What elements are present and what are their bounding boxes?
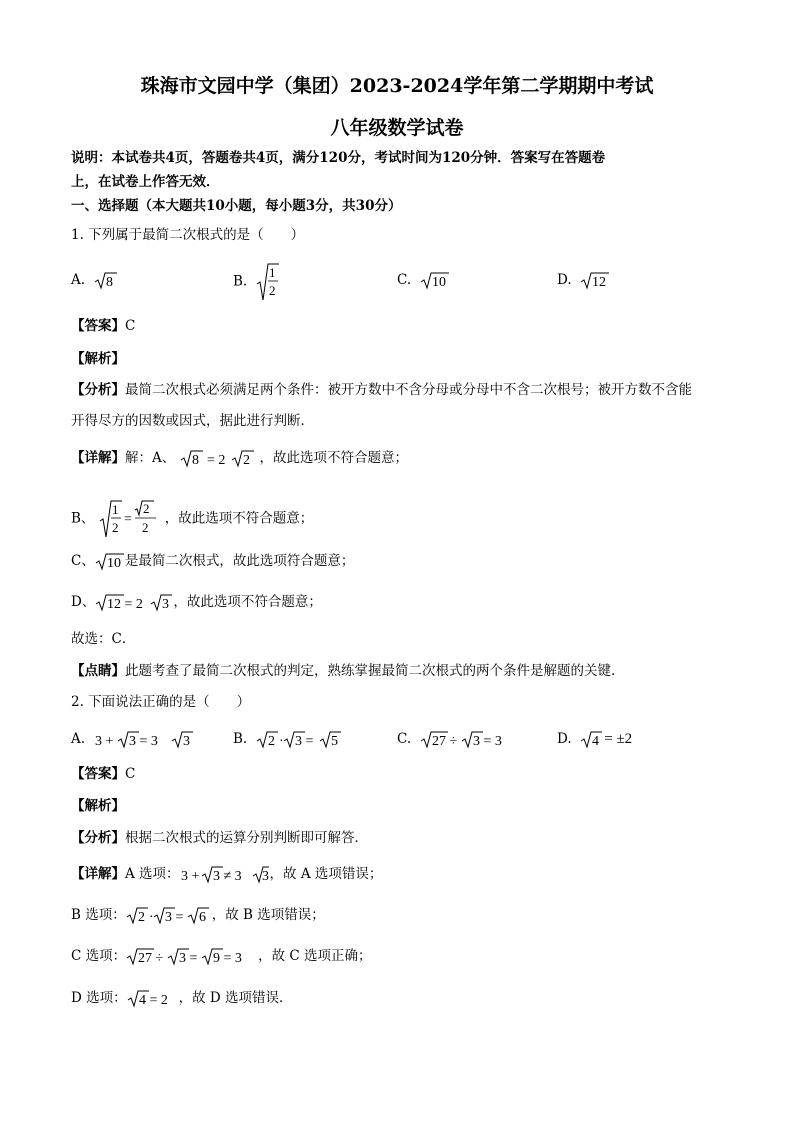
expr-sqrt2-sqrt3-eq-sqrt6 — [126, 906, 212, 926]
q1-option-b — [233, 262, 280, 302]
q1-detail-c: C、 10 是最简二次根式，故此选项符合题意； — [71, 553, 355, 571]
q1-analysis-tag: 【解析】 — [71, 351, 125, 367]
eq-sqrt12-eq-2sqrt3 — [95, 593, 173, 613]
svg-text:3 +: 3 + — [94, 733, 114, 749]
svg-text:2: 2 — [142, 501, 150, 516]
instructions-line-1: 说明：本试卷共4页，答题卷共4页，满分120分，考试时间为120分钟．答案写在答题卷 — [71, 150, 606, 166]
svg-text:6: 6 — [198, 909, 206, 925]
svg-text:3 +: 3 + — [180, 868, 199, 884]
svg-text:·: · — [148, 909, 154, 925]
q2-analysis-tag: 【解析】 — [71, 798, 125, 814]
section-heading: 一、选择题（本大题共10小题，每小题3分，共30分） — [71, 198, 402, 214]
q2-option-c: C. 27 ÷ 3 = 3 — [397, 729, 510, 750]
svg-text:3 ≠ 3: 3 ≠ 3 — [212, 868, 242, 884]
q2-detail-d: D 选项： 4 = 2 ，故 D 选项错误． — [71, 990, 293, 1008]
q1-choose: 故选：C． — [71, 631, 136, 647]
exam-title: 珠海市文园中学（集团）2023-2024学年第二学期期中考试 — [140, 75, 654, 97]
svg-text:9 = 3: 9 = 3 — [213, 950, 243, 966]
q1-fenxi-1: 【分析】最简二次根式必须满足两个条件：被开方数中不含分母或分母中不含二次根号；被开方数不含能 — [71, 382, 692, 398]
q1-option-a — [71, 270, 118, 291]
svg-text:1: 1 — [268, 265, 276, 280]
svg-text:3: 3 — [261, 868, 269, 884]
svg-text:8: 8 — [105, 274, 113, 290]
svg-text:2: 2 — [137, 909, 145, 925]
q2-answer: 【答案】C — [71, 766, 136, 782]
svg-text:= 2: = 2 — [206, 452, 225, 468]
question-1-stem: 1. 下列属于最简二次根式的是（ ） — [71, 227, 305, 243]
svg-text:3 = 3: 3 = 3 — [128, 733, 158, 749]
svg-text:12 = 2: 12 = 2 — [107, 596, 144, 612]
svg-text:12: 12 — [592, 274, 607, 290]
sqrt-4 — [580, 730, 604, 750]
svg-text:4: 4 — [592, 733, 600, 749]
sqrt-10-inline — [95, 552, 125, 572]
q2-detail-b: B 选项： 2 · 3 = 6 ，故 B 选项错误； — [71, 907, 325, 925]
expr-sqrt27-div-sqrt3-eq-3 — [420, 730, 510, 750]
svg-text:2: 2 — [268, 283, 276, 298]
svg-text:2: 2 — [242, 452, 250, 468]
q2-detail-a: 【详解】A 选项： 3 + 3 ≠ 3 3 ，故 A 选项错误； — [71, 866, 383, 884]
svg-text:2: 2 — [141, 520, 149, 535]
q2-fenxi: 【分析】根据二次根式的运算分别判断即可解答． — [71, 830, 368, 846]
q1-answer: 【答案】C — [71, 318, 136, 334]
svg-text:3: 3 — [162, 596, 170, 612]
expr-sqrt27-div-sqrt3-eq-sqrt9-eq-3 — [126, 947, 258, 967]
svg-text:3: 3 — [182, 733, 190, 749]
q1-detail-a: 【详解】解：A、 8 = 2 2 ，故此选项不符合题意； — [71, 450, 409, 468]
option-label: A. — [71, 272, 86, 288]
svg-text:27 ÷: 27 ÷ — [431, 733, 457, 749]
q1-option-d — [557, 270, 610, 291]
q2-option-a: A. 3 + 3 = 3 3 — [71, 729, 202, 750]
q2-detail-c: C 选项： 27 ÷ 3 = 9 = 3 ，故 C 选项正确； — [71, 948, 372, 966]
sqrt-8 — [94, 271, 118, 291]
q1-fenxi-2: 开得尽方的因数或因式，据此进行判断． — [71, 413, 314, 429]
expr-sqrt4-eq-2 — [127, 989, 179, 1009]
svg-text:2: 2 — [267, 733, 275, 749]
svg-text:10: 10 — [106, 555, 121, 571]
sqrt-one-half — [256, 262, 280, 302]
svg-text:=: = — [123, 512, 132, 527]
q1-detail-b: B、 1 2 = 2 2 ，故此选项不符合题意； — [71, 499, 313, 539]
svg-text:27 ÷: 27 ÷ — [138, 950, 164, 966]
q1-detail-d: D、 12 = 2 3 ，故此选项不符合题意； — [71, 594, 322, 612]
instructions-line-2: 上，在试卷上作答无效． — [71, 174, 220, 190]
eq-sqrt8-eq-2sqrt2 — [180, 449, 260, 469]
sqrt-12 — [580, 271, 610, 291]
q1-option-c — [397, 270, 450, 291]
expr-3-plus-sqrt3-eq-3sqrt3 — [94, 730, 202, 750]
eq-sqrt-half — [99, 499, 165, 539]
svg-text:10: 10 — [431, 274, 446, 290]
exam-subtitle: 八年级数学试卷 — [330, 117, 464, 139]
q1-dianjing: 【点睛】此题考查了最简二次根式的判定，熟练掌握最简二次根式的两个条件是解题的关键． — [71, 663, 625, 679]
question-2-stem: 2. 下面说法正确的是（ ） — [71, 694, 251, 710]
option-label: C. — [397, 272, 412, 288]
svg-text:3 = 3: 3 = 3 — [472, 733, 502, 749]
svg-text:·: · — [278, 733, 284, 749]
svg-text:1: 1 — [111, 502, 119, 517]
svg-text:5: 5 — [330, 733, 338, 749]
q2-option-d: D. 4 = ±2 — [557, 731, 633, 749]
expr-sqrt2-times-sqrt3-eq-sqrt5 — [256, 730, 348, 750]
svg-text:8: 8 — [191, 452, 199, 468]
expr-3-plus-sqrt3-neq-3sqrt3 — [180, 865, 270, 885]
sqrt-10 — [420, 271, 450, 291]
svg-text:4 = 2: 4 = 2 — [138, 992, 168, 1008]
option-label: D. — [557, 272, 572, 288]
option-label: B. — [233, 273, 248, 290]
svg-text:3 =: 3 = — [164, 909, 184, 925]
svg-text:3 =: 3 = — [294, 733, 314, 749]
q2-option-b: B. 2 · 3 = 5 — [233, 729, 348, 750]
svg-text:3 =: 3 = — [179, 950, 198, 966]
svg-text:2: 2 — [111, 520, 119, 535]
